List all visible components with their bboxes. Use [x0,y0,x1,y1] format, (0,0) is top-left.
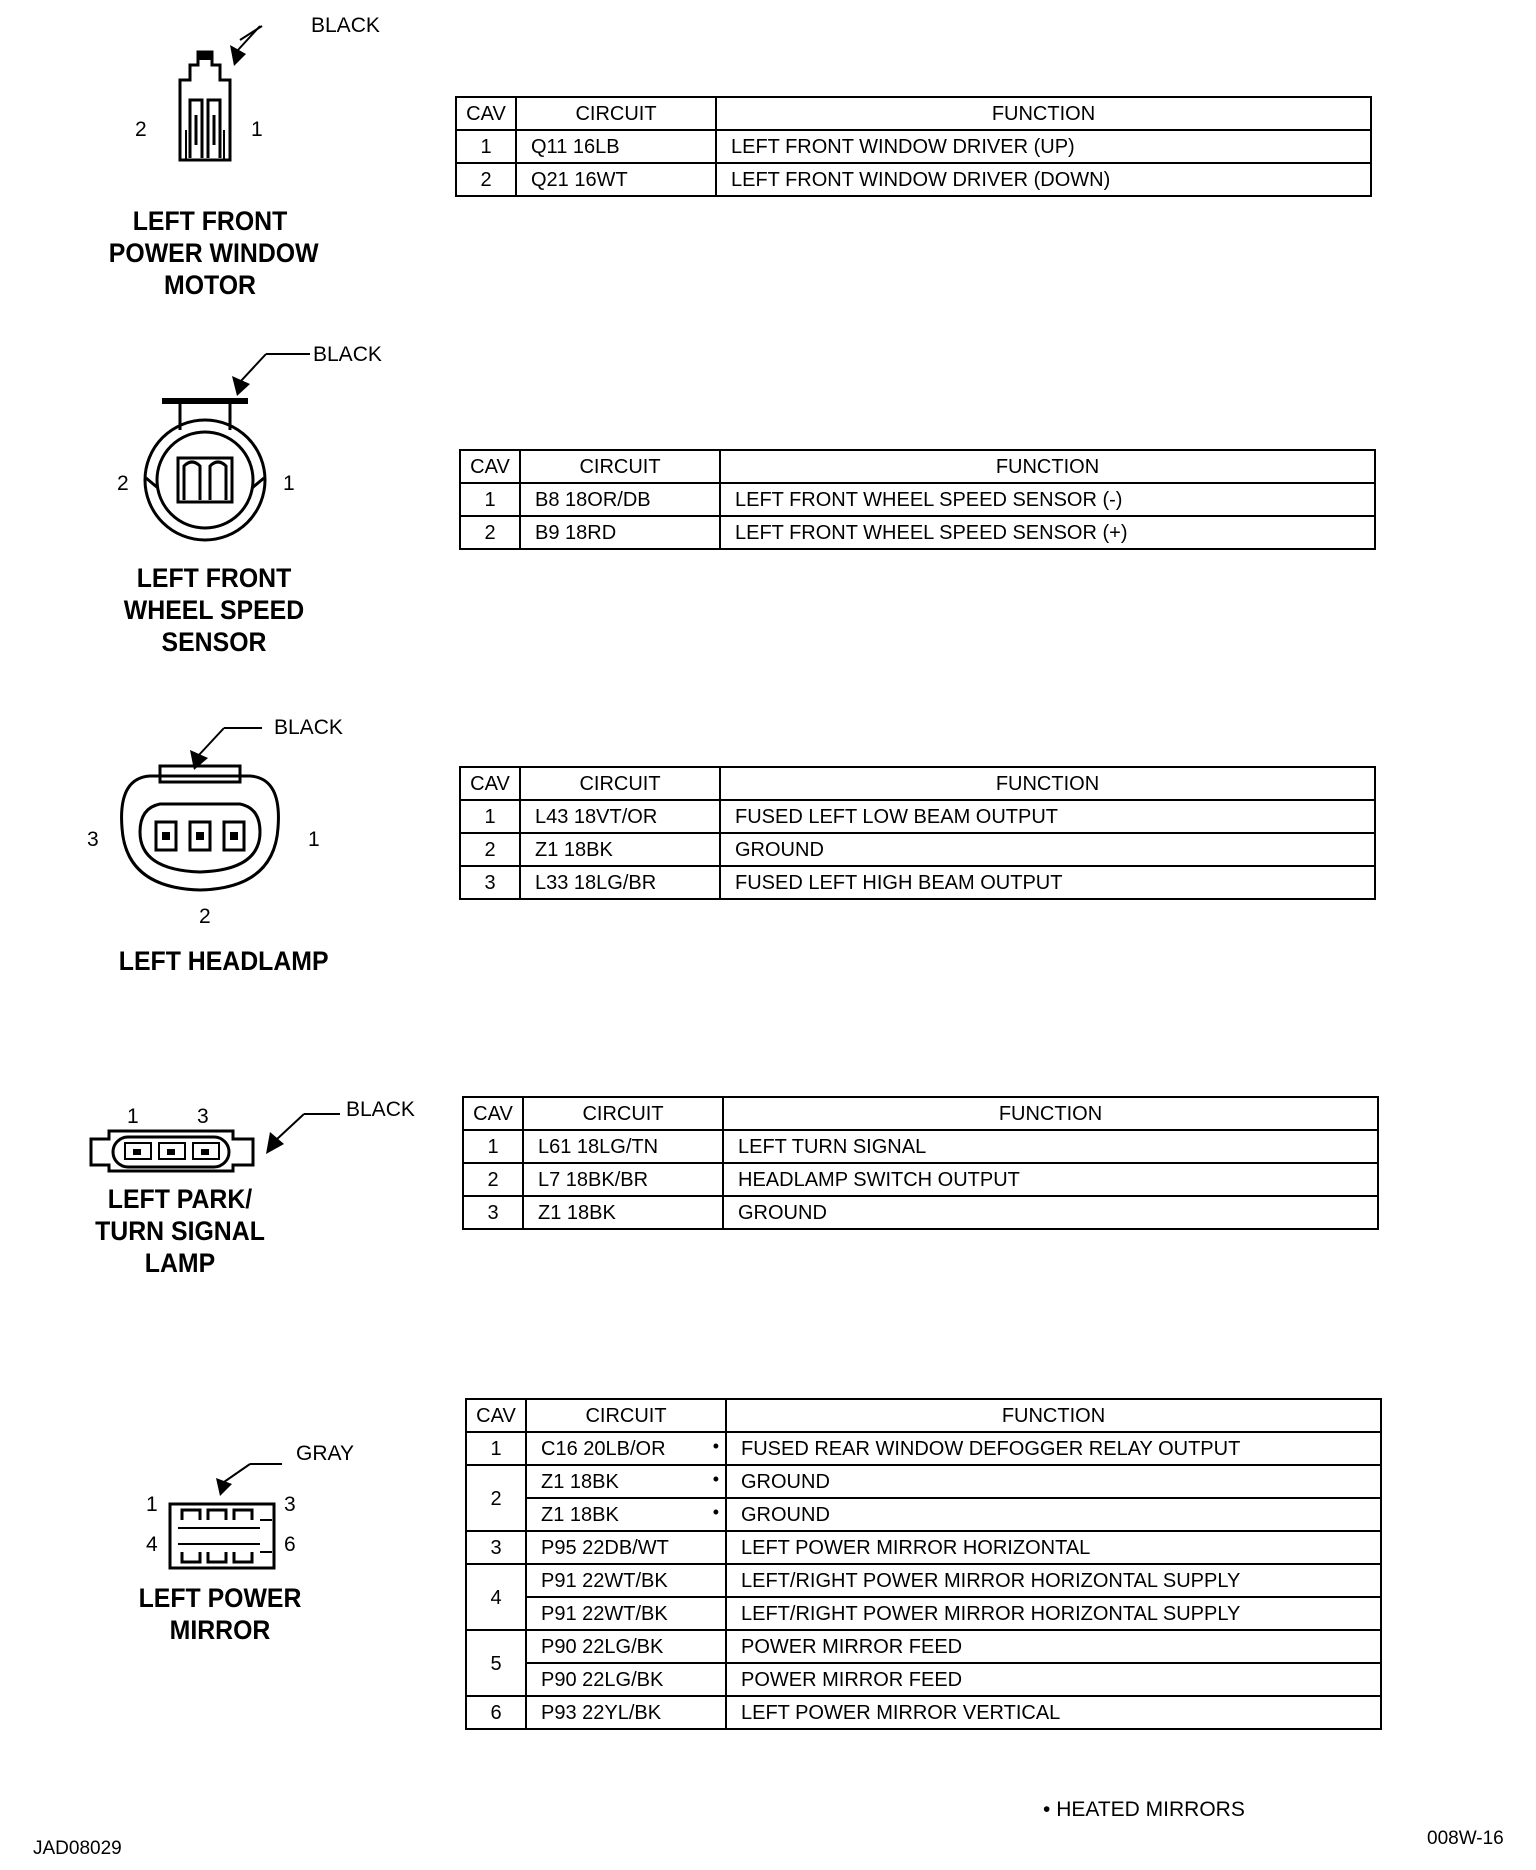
function-header: FUNCTION [720,767,1375,800]
cav-header: CAV [466,1399,526,1432]
heated-mirror-dot: • [712,1469,719,1489]
pin-label: 1 [308,828,320,851]
connector-color-label: BLACK [346,1098,415,1121]
park-turn-lamp-connector-icon [85,1125,265,1175]
pin-label: 3 [284,1493,296,1516]
table-row: 2 Z1 18BK GROUND [460,833,1375,866]
connector-title: LEFT PARK/ TURN SIGNAL LAMP [95,1184,265,1278]
function-header: FUNCTION [726,1399,1381,1432]
function-header: FUNCTION [720,450,1375,483]
table-row: 5 P90 22LG/BK POWER MIRROR FEED [466,1630,1381,1663]
table-row: 1 L43 18VT/OR FUSED LEFT LOW BEAM OUTPUT [460,800,1375,833]
headlamp-connector-icon [120,748,280,898]
table-row: 1 Q11 16LB LEFT FRONT WINDOW DRIVER (UP) [456,130,1371,163]
circuit-header: CIRCUIT [520,450,720,483]
pinout-table [459,449,1376,550]
connector-title: LEFT HEADLAMP [118,946,329,976]
table-row: 4 P91 22WT/BK LEFT/RIGHT POWER MIRROR HORIZONTAL SUPPLY [466,1564,1381,1597]
pin-label: 1 [251,118,263,141]
pinout-table [455,96,1372,197]
color-leader-arrow-icon [262,1110,342,1160]
table-row: 3 P95 22DB/WT LEFT POWER MIRROR HORIZONTAL [466,1531,1381,1564]
connector-title: LEFT FRONT WHEEL SPEED SENSOR [123,563,305,657]
pin-label: 2 [117,472,129,495]
table-row: 1 B8 18OR/DB LEFT FRONT WHEEL SPEED SENSOR (-) [460,483,1375,516]
connector-color-label: GRAY [296,1442,354,1465]
table-row: P91 22WT/BK LEFT/RIGHT POWER MIRROR HORIZONTAL SUPPLY [466,1597,1381,1630]
pin-label: 1 [146,1493,158,1516]
table-row: Z1 18BK • GROUND [466,1498,1381,1531]
figure-id: JAD08029 [33,1838,122,1859]
pin-label: 1 [127,1105,139,1128]
connector-title: LEFT POWER MIRROR [138,1583,302,1645]
page-ref: 008W-16 [1427,1828,1504,1849]
table-row: 1 C16 20LB/OR • FUSED REAR WINDOW DEFOGGER RELAY OUTPUT [466,1432,1381,1465]
pin-label: 2 [199,905,211,928]
circuit-header: CIRCUIT [516,97,716,130]
cav-header: CAV [460,767,520,800]
pin-label: 3 [197,1105,209,1128]
pin-label: 4 [146,1533,158,1556]
table-row: 2 B9 18RD LEFT FRONT WHEEL SPEED SENSOR (+) [460,516,1375,549]
cav-header: CAV [460,450,520,483]
wheel-speed-sensor-connector-icon [140,370,270,530]
pinout-table [465,1398,1382,1730]
table-row: 6 P93 22YL/BK LEFT POWER MIRROR VERTICAL [466,1696,1381,1729]
table-row: 2 Q21 16WT LEFT FRONT WINDOW DRIVER (DOWN) [456,163,1371,196]
pin-label: 2 [135,118,147,141]
power-mirror-connector-icon [160,1460,290,1570]
table-row: P90 22LG/BK POWER MIRROR FEED [466,1663,1381,1696]
cav-header: CAV [463,1097,523,1130]
pinout-table [459,766,1376,900]
function-header: FUNCTION [723,1097,1378,1130]
connector-color-label: BLACK [313,343,382,366]
pin-label: 3 [87,828,99,851]
connector-color-label: BLACK [311,14,380,37]
heated-mirror-dot: • [712,1502,719,1522]
pin-label: 1 [283,472,295,495]
circuit-header: CIRCUIT [526,1399,726,1432]
connector-title: LEFT FRONT POWER WINDOW MOTOR [108,206,319,300]
table-row: 1 L61 18LG/TN LEFT TURN SIGNAL [463,1130,1378,1163]
pinout-table [462,1096,1379,1230]
pin-label: 6 [284,1533,296,1556]
table-row: 2 Z1 18BK • GROUND [466,1465,1381,1498]
heated-mirror-dot: • [712,1436,719,1456]
table-row: 3 L33 18LG/BR FUSED LEFT HIGH BEAM OUTPUT [460,866,1375,899]
cav-header: CAV [456,97,516,130]
table-row: 3 Z1 18BK GROUND [463,1196,1378,1229]
table-row: 2 L7 18BK/BR HEADLAMP SWITCH OUTPUT [463,1163,1378,1196]
function-header: FUNCTION [716,97,1371,130]
power-window-motor-connector-icon [150,40,260,170]
connector-color-label: BLACK [274,716,343,739]
heated-mirrors-footnote: • HEATED MIRRORS [1043,1798,1245,1821]
circuit-header: CIRCUIT [523,1097,723,1130]
circuit-header: CIRCUIT [520,767,720,800]
